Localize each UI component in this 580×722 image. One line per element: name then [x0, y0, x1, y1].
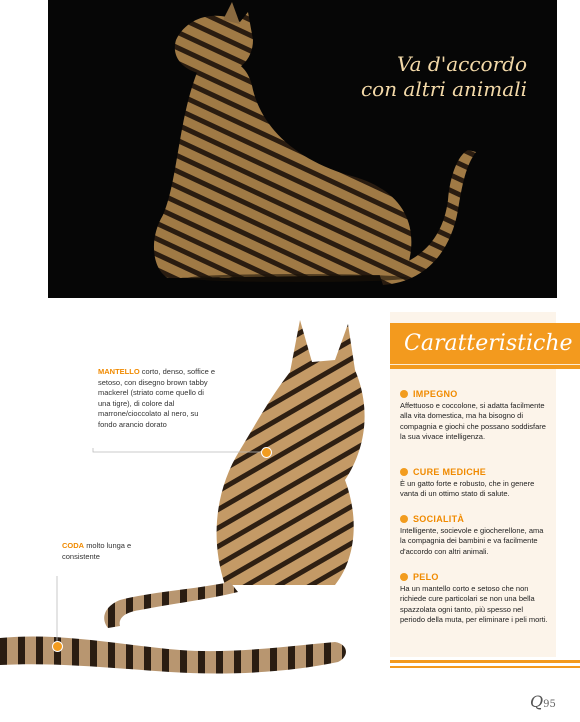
hero-title-line1: Va d'accordo [397, 52, 527, 76]
panel-bottom-bar-2 [390, 666, 580, 668]
bullet-icon [400, 468, 408, 476]
mantello-marker-dot [261, 447, 272, 458]
bullet-icon [400, 390, 408, 398]
banner-divider [390, 364, 580, 365]
section-heading: IMPEGNO [413, 389, 458, 399]
mantello-annotation [98, 367, 216, 430]
section-text: È un gatto forte e robusto, che in genere vanta di un ottimo stato di salute. [400, 479, 535, 499]
coda-marker-dot [52, 641, 63, 652]
hero-photo [48, 0, 557, 298]
coda-text: molto lunga e consistente [62, 541, 132, 561]
section-pelo [400, 572, 550, 626]
features-title: Caratteristiche [404, 331, 573, 356]
section-heading: PELO [413, 572, 439, 582]
section-heading: SOCIALITÀ [413, 514, 465, 524]
standing-cat-image [0, 300, 390, 722]
hero-title-line2: con altri animali [360, 77, 527, 101]
section-impegno [400, 389, 550, 443]
panel-bottom-bar [390, 660, 580, 663]
hero-title [361, 52, 527, 102]
mantello-text: corto, denso, soffice e setoso, con disegno brown tabby mackerel (striato come quello di una tigre), di colore dal marrone/cioccolato al nero, su fondo arancio dorato [98, 367, 216, 429]
page-number [530, 692, 556, 711]
mantello-label: MANTELLO [98, 367, 140, 376]
features-banner [390, 323, 580, 369]
section-socialita [400, 514, 550, 557]
bullet-icon [400, 515, 408, 523]
section-heading: CURE MEDICHE [413, 467, 487, 477]
coda-annotation [62, 541, 142, 562]
coda-label: CODA [62, 541, 85, 550]
page-number-value: 95 [543, 699, 556, 710]
section-cure-mediche [400, 467, 550, 500]
section-text: Affettuoso e coccolone, si adatta facilmente alla vita domestica, ma ha bisogno di compagnia e giochi che possano soddisfare la sua vivace intelligenza. [400, 401, 546, 442]
section-text: Ha un mantello corto e setoso che non richiede cure particolari se non una bella spazzolata ogni tanto, più spesso nel periodo della muta, per eliminare i peli morti. [400, 584, 548, 625]
magazine-logo-letter: Q [530, 692, 544, 711]
bullet-icon [400, 573, 408, 581]
section-text: Intelligente, socievole e giocherellone, ama la compagnia dei bambini e va facilmente d'accordo con altri animali. [400, 526, 544, 556]
sitting-cat-image [48, 0, 557, 298]
